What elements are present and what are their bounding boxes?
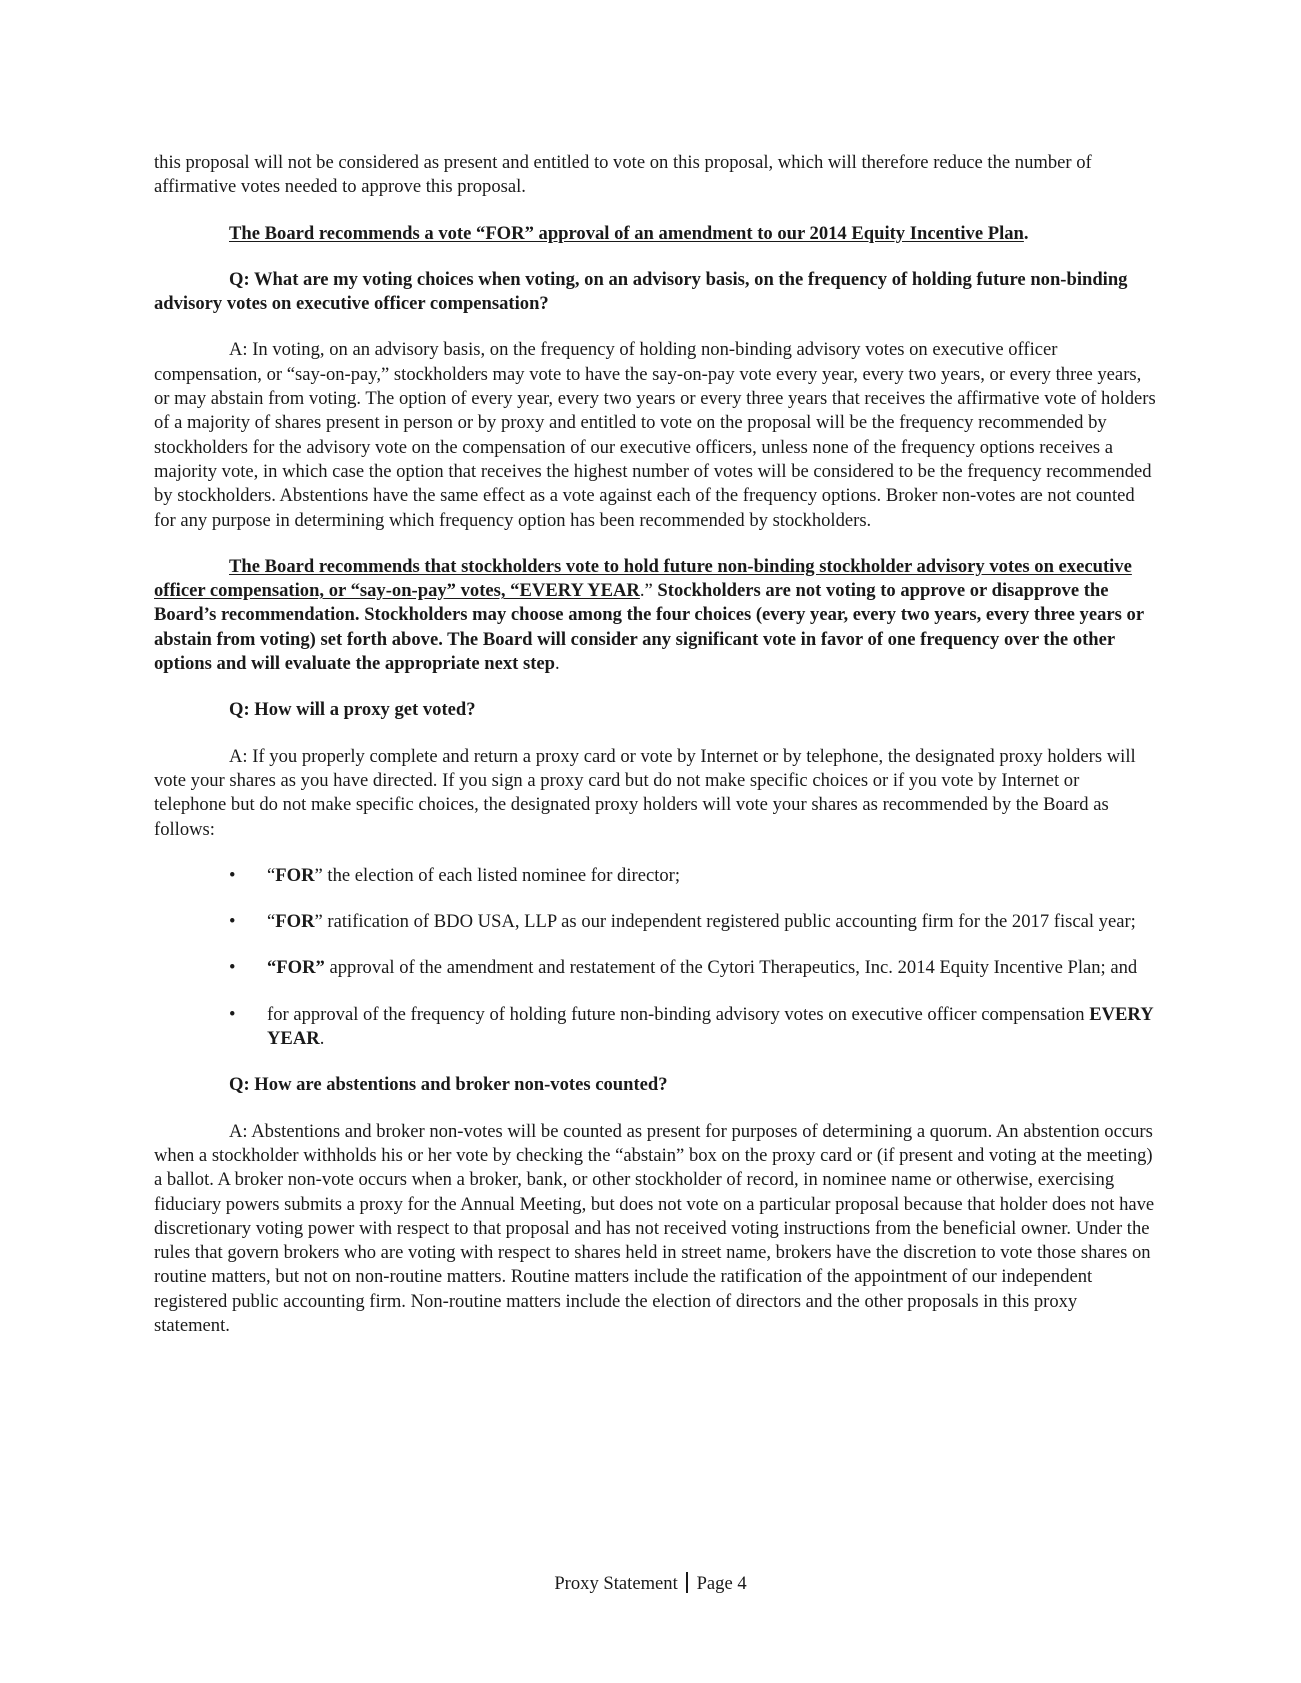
frequency-answer: A: In voting, on an advisory basis, on the frequency of holding non-binding advisory votes on executive officer compensation, or “say-on-pay,” stockholders may vote to have the say-on-pay vote every year, every two years, or every three years, or may abstain from voting. The option of every year, every two years or every three years that receives the affirmative vote of holders of a majority of shares present in person or by proxy and entitled to vote on the proposal will be the frequency recommended by stockholders for the advisory vote on the compensation of our executive officers, unless none of the frequency options receives a majority vote, in which case the option that receives the highest number of votes will be considered to be the frequency recommended by stockholders. Abstentions have the same effect as a vote against each of the frequency options. Broker non-votes are not counted for any purpose in determining which frequency option has been recommended by stockholders.: [154, 339, 1156, 531]
proxy-question: Q: How will a proxy get voted?: [229, 699, 476, 721]
page-footer: [0, 1572, 1301, 1595]
equity-plan-recommendation: The Board recommends a vote “FOR” approval of an amendment to our 2014 Equity Incentive Plan.: [229, 222, 1029, 244]
frequency-question: Q: What are my voting choices when voting, on an advisory basis, on the frequency of holding future non-binding advisory votes on executive officer compensation?: [154, 268, 1128, 315]
list-item: • for approval of the frequency of holding future non-binding advisory votes on executive officer compensation EVERY YEAR.: [229, 1003, 1153, 1050]
footer-label: Proxy Statement: [554, 1573, 678, 1594]
document-body: [154, 151, 1156, 1360]
frequency-recommendation-bold: Stockholders are not voting to approve or disapprove the Board’s recommendation. Stockholders may choose among the four choices (every year, every two years, every three years or abstain from voting) set forth above. The Board will consider any significant vote in favor of one frequency over the other options and will evaluate the appropriate next step: [154, 580, 1144, 675]
bullet-icon: •: [229, 957, 236, 979]
bullet-icon: •: [229, 864, 236, 886]
bullet-icon: •: [229, 1003, 236, 1025]
list-item: • “FOR” approval of the amendment and restatement of the Cytori Therapeutics, Inc. 2014 Equity Incentive Plan; and: [154, 956, 1156, 980]
list-item: • “FOR” the election of each listed nominee for director;: [154, 864, 1156, 888]
frequency-recommendation: The Board recommends that stockholders vote to hold future non-binding stockholder advisory votes on executive officer compensation, or “say-on-pay” votes, “EVERY YEAR.” Stockholders are not voting to approve or disapprove the Board’s recommendation. Stockholders may choose among the four choices (every year, every two years, every three years or abstain from voting) set forth above. The Board will consider any significant vote in favor of one frequency over the other options and will evaluate the appropriate next step.: [154, 555, 1144, 675]
abstentions-question: Q: How are abstentions and broker non-votes counted?: [229, 1074, 668, 1096]
bullet-icon: •: [229, 911, 236, 933]
equity-plan-recommendation-underlined: The Board recommends a vote “FOR” approval of an amendment to our 2014 Equity Incentive Plan: [229, 222, 1024, 244]
intro-paragraph: this proposal will not be considered as present and entitled to vote on this proposal, which will therefore reduce the number of affirmative votes needed to approve this proposal.: [154, 152, 1092, 198]
list-item: • “FOR” ratification of BDO USA, LLP as our independent registered public accounting firm for the 2017 fiscal year;: [154, 910, 1156, 934]
abstentions-answer: A: Abstentions and broker non-votes will be counted as present for purposes of determining a quorum. An abstention occurs when a stockholder withholds his or her vote by checking the “abstain” box on the proxy card or (if present and voting at the meeting) a ballot. A broker non-vote occurs when a broker, bank, or other stockholder of record, in nominee name or otherwise, exercising fiduciary powers submits a proxy for the Annual Meeting, but does not vote on a particular proposal because that holder does not have discretionary voting power with respect to that proposal and has not received voting instructions from the beneficial owner. Under the rules that govern brokers who are voting with respect to shares held in street name, brokers have the discretion to vote those shares on routine matters, but not on non-routine matters. Routine matters include the ratification of the appointment of our independent registered public accounting firm. Non-routine matters include the election of directors and the other proposals in this proxy statement.: [154, 1120, 1155, 1336]
proxy-answer: A: If you properly complete and return a proxy card or vote by Internet or by telephone, the designated proxy holders will vote your shares as you have directed. If you sign a proxy card but do not make specific choices or if you vote by Internet or telephone but do not make specific choices, the designated proxy holders will vote your shares as recommended by the Board as follows:: [154, 745, 1136, 840]
page-number: Page 4: [696, 1573, 747, 1594]
frequency-recommendation-underlined: The Board recommends that stockholders vote to hold future non-binding stockholder advisory votes on executive officer compensation, or “say-on-pay” votes, “EVERY YEAR: [154, 555, 1132, 602]
footer-separator: [686, 1572, 688, 1593]
board-recommendations-list: [154, 864, 1156, 1051]
